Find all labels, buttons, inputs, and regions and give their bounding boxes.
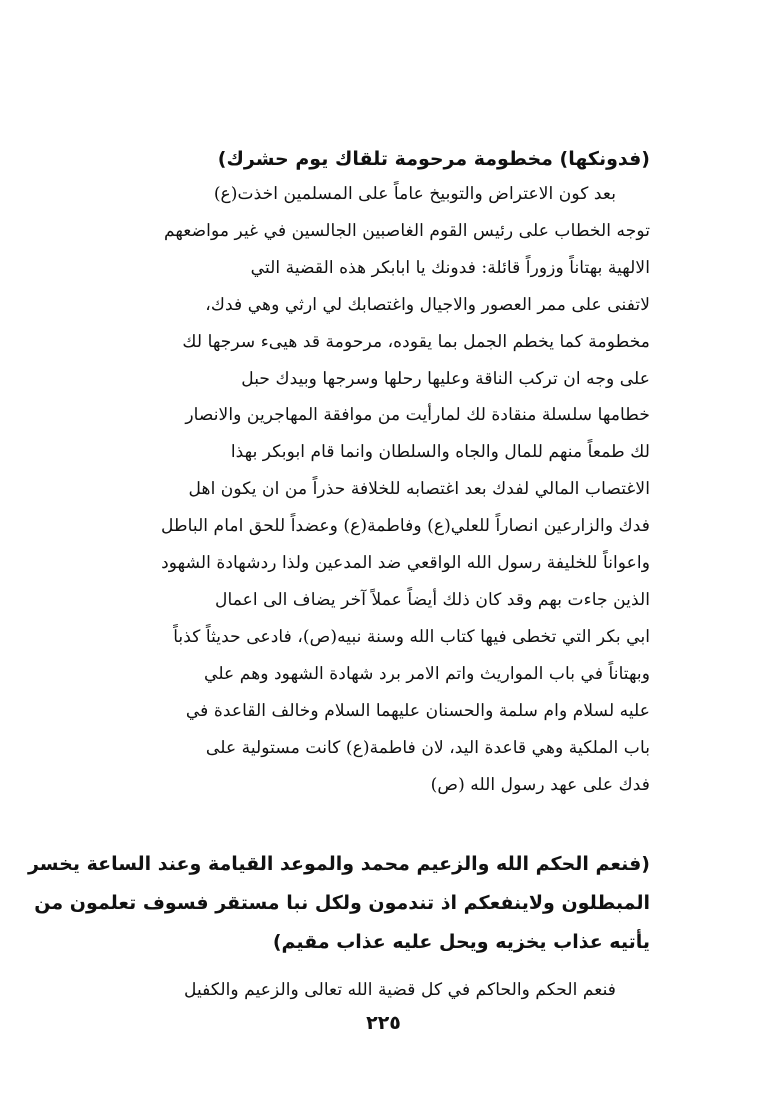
page-number: ٢٢٥ [366,1012,401,1034]
paragraph-line: ابي بكر التي تخطى فيها كتاب الله وسنة نبيه(ص)، فادعى حديثاً كذباً [173,626,650,647]
paragraph-line: الاغتصاب المالي لفدك بعد اغتصابه للخلافة حذراً من ان يكون اهل [188,479,650,500]
paragraph-line: باب الملكية وهي قاعدة اليد، لان فاطمة(ع) كانت مستولية على [205,737,650,758]
heading-line: (فنعم الحكم الله والزعيم محمد والموعد القيامة وعند الساعة يخسر [27,853,650,875]
heading-line: المبطلون ولاينفعكم اذ تندمون ولكل نبا مستقر فسوف تعلمون من [34,892,650,914]
quote-heading [27,845,650,962]
paragraph-line: لك طمعاً منهم للمال والجاه والسلطان وانما قام ابوبكر بهذا [230,442,650,463]
section-heading [118,141,650,178]
paragraph-line: على وجه ان تركب الناقة وعليها رحلها وسرجها وبيدك حبل [241,368,650,389]
heading-line: يأتيه عذاب يخزيه ويحل عليه عذاب مقيم) [272,931,650,953]
paragraph-line: مخطومة كما يخطم الجمل بما يقوده، مرحومة قد هيىء سرجها لك [182,331,650,352]
paragraph-line: توجه الخطاب على رئيس القوم الغاصبين الجالسين في غير مواضعهم [163,220,650,241]
paragraph-line: فدك والزارعين انصاراً للعلي(ع) وفاطمة(ع) وعضداً للحق امام الباطل [160,516,650,537]
paragraph-line: فدك على عهد رسول الله (ص) [430,774,650,795]
paragraph-line: وبهتاناً في باب المواريث واتم الامر برد شهادة الشهود وهم علي [204,663,650,684]
paragraph-body [118,176,650,803]
heading-line: (فدونكها) مخطومة مرحومة تلقاك يوم حشرك) [217,148,650,170]
paragraph-line: الالهية بهتاناً وزوراً قائلة: فدونك يا ابابكر هذه القضية التي [250,257,650,278]
paragraph-line: واعواناً للخليفة رسول الله الواقعي ضد المدعين ولذا ردشهادة الشهود [161,553,650,574]
paragraph-line: خطامها سلسلة منقادة لك لمارأيت من موافقة المهاجرين والانصار [185,405,650,426]
paragraph-line: الذين جاءت بهم وقد كان ذلك أيضاً عملاً آخر يضاف الى اعمال [214,589,650,610]
paragraph-line: فنعم الحكم والحاكم في كل قضية الله تعالى والزعيم والكفيل [183,980,616,1000]
paragraph-line: لاتفنى على ممر العصور والاجيال واغتصابك لي ارثي وهي فدك، [205,294,650,315]
paragraph-line: بعد كون الاعتراض والتوبيخ عاماً على المسلمين اخذت(ع) [213,184,616,204]
paragraph-body [118,972,650,1009]
paragraph-line: عليه لسلام وام سلمة والحسنان عليهما السلام وخالف القاعدة في [185,700,650,721]
